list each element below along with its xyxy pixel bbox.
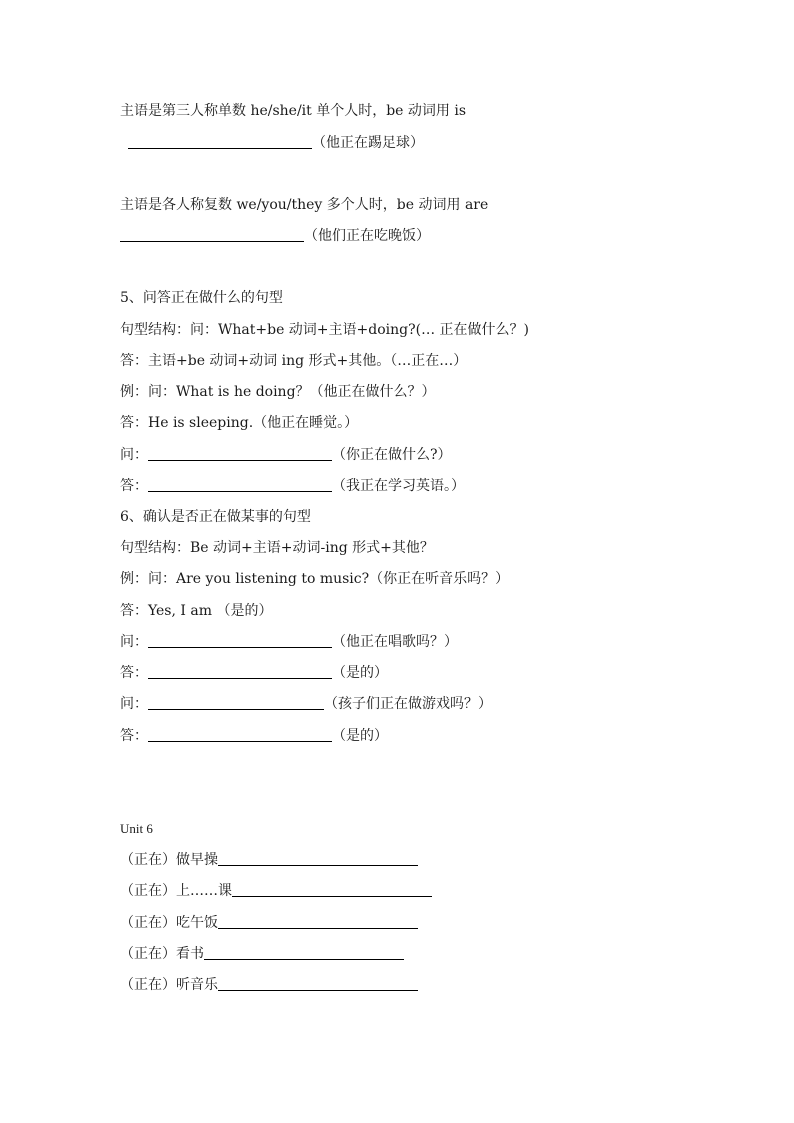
vocab-listen-music	[120, 975, 418, 995]
pattern-structure-what	[120, 320, 529, 340]
vocab-prompt: （正在）吃午饭	[120, 915, 218, 931]
line-label: 问：	[120, 447, 148, 463]
exercise-answer-studying	[120, 476, 465, 496]
example-question-what	[120, 382, 436, 402]
vocab-read-book	[120, 944, 404, 964]
exercise-answer-yes-2	[120, 726, 388, 746]
answer-blank[interactable]	[120, 227, 304, 242]
section-title: 6、确认是否正在做某事的句型	[120, 509, 311, 525]
exercise-eating-dinner	[120, 226, 430, 246]
hint-text: （他正在唱歌吗？）	[332, 634, 458, 650]
answer-blank[interactable]	[232, 882, 432, 897]
answer-blank[interactable]	[148, 727, 332, 742]
line-label: 问：	[120, 696, 148, 712]
section-title: 5、问答正在做什么的句型	[120, 290, 283, 306]
hint-text: （是的）	[332, 665, 388, 681]
exercise-answer-yes-1	[120, 663, 388, 683]
hint-text: （你正在做什么?）	[332, 447, 452, 463]
hint-text: （我正在学习英语。）	[332, 478, 465, 494]
hint-text: （孩子们正在做游戏吗？）	[324, 696, 492, 712]
example-answer-yes	[120, 601, 272, 621]
answer-blank[interactable]	[148, 664, 332, 679]
answer-blank[interactable]	[218, 914, 418, 929]
hint-text: （是的）	[332, 728, 388, 744]
line-label: 答：	[120, 728, 148, 744]
vocab-prompt: （正在）看书	[120, 946, 204, 962]
line-text: 主语是各人称复数 we/you/they 多个人时，be 动词用 are	[120, 197, 489, 213]
hint-text: （他们正在吃晚饭）	[304, 228, 430, 244]
vocab-prompt: （正在）听音乐	[120, 977, 218, 993]
example-question-listening	[120, 569, 509, 589]
example-answer-sleeping	[120, 413, 358, 433]
line-text: 答：He is sleeping.（他正在睡觉。）	[120, 415, 359, 431]
line-text: 句型结构：问：What+be 动词+主语+doing?(… 正在做什么？)	[120, 322, 529, 338]
section-6-heading	[120, 507, 311, 527]
answer-blank[interactable]	[204, 945, 404, 960]
answer-blank[interactable]	[218, 976, 418, 991]
vocab-prompt: （正在）做早操	[120, 852, 218, 868]
exercise-question-singing	[120, 632, 458, 652]
vocab-have-class	[120, 881, 432, 901]
unit-title: Unit 6	[120, 821, 153, 836]
answer-blank[interactable]	[128, 134, 312, 149]
answer-blank[interactable]	[148, 633, 332, 648]
section-5-heading	[120, 288, 283, 308]
vocab-prompt: （正在）上……课	[120, 883, 232, 899]
hint-text: （他正在踢足球）	[312, 135, 424, 151]
answer-blank[interactable]	[148, 477, 332, 492]
line-label: 答：	[120, 665, 148, 681]
pattern-answer-what	[120, 351, 467, 371]
exercise-playing-football	[128, 133, 424, 153]
pattern-structure-be	[120, 538, 434, 558]
line-text: 答：Yes, I am （是的）	[120, 603, 273, 619]
line-text: 主语是第三人称单数 he/she/it 单个人时，be 动词用 is	[120, 103, 467, 119]
note-plural-subject	[120, 195, 488, 215]
line-label: 问：	[120, 634, 148, 650]
exercise-question-doing	[120, 445, 452, 465]
line-text: 例：问：Are you listening to music?（你正在听音乐吗？）	[120, 571, 510, 587]
line-label: 答：	[120, 478, 148, 494]
vocab-morning-exercises	[120, 850, 418, 870]
line-text: 答：主语+be 动词+动词 ing 形式+其他。（…正在…）	[120, 353, 468, 369]
line-text: 例：问：What is he doing？（他正在做什么？）	[120, 384, 436, 400]
vocab-eat-lunch	[120, 913, 418, 933]
note-singular-subject	[120, 101, 466, 121]
unit-6-heading	[120, 819, 153, 839]
answer-blank[interactable]	[148, 446, 332, 461]
answer-blank[interactable]	[218, 851, 418, 866]
exercise-question-games	[120, 694, 492, 714]
line-text: 句型结构：Be 动词+主语+动词-ing 形式+其他？	[120, 540, 434, 556]
answer-blank[interactable]	[148, 695, 324, 710]
